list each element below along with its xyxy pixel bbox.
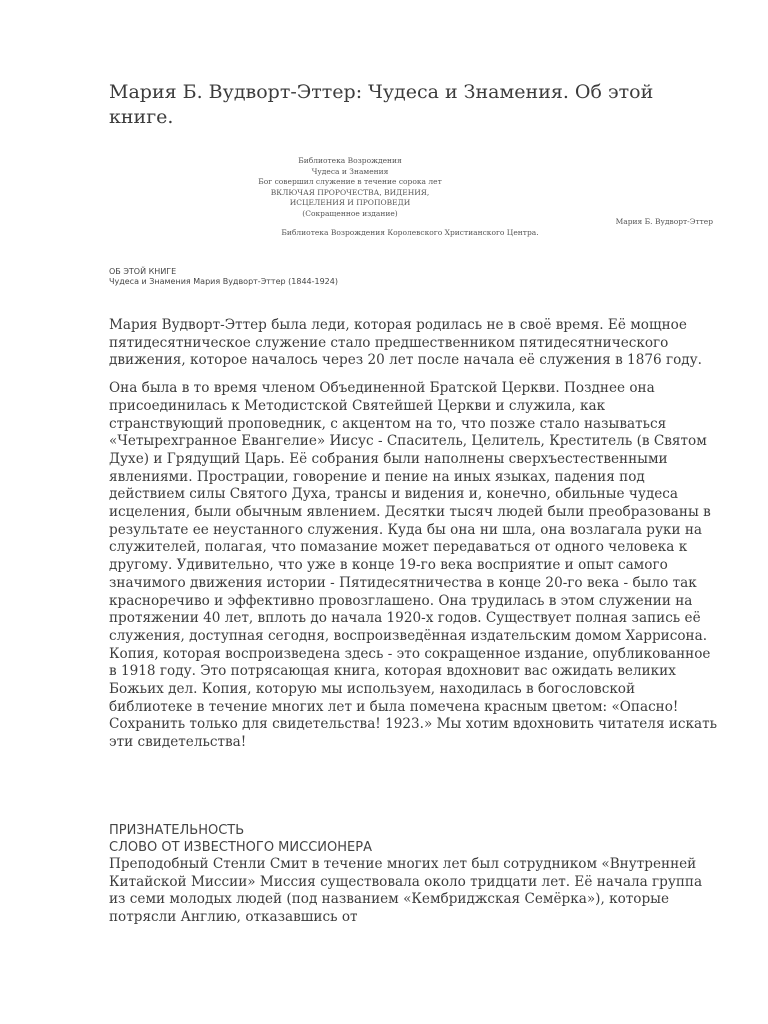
paragraph: Мария Вудворт-Эттер была леди, которая родилась не в своё время. Её мощное пятидесятническое служение стало предшественником пятидесятнического движения, которое началось через 20 лет после начала её служения в 1876 году. bbox=[109, 317, 702, 369]
cover-line: Чудеса и Знамения bbox=[311, 166, 389, 176]
cover-line: ИСЦЕЛЕНИЯ И ПРОПОВЕДИ bbox=[289, 198, 411, 207]
cover-author: Мария Б. Вудворт-Эттер bbox=[615, 217, 713, 226]
acknowledgment-header bbox=[109, 822, 372, 856]
page-title: Мария Б. Вудворт-Эттер: Чудеса и Знамения. Об этой книге. bbox=[109, 81, 654, 128]
about-section-header bbox=[109, 267, 338, 287]
paragraph: Она была в то время членом Объединенной Братской Церкви. Позднее она присоединилась к Методистской Святейшей Церкви и служила, как странствующий проповедник, с акцентом на то, что позже стало называться «Четырехгранное Евангелие» Иисус - Спаситель, Целитель, Креститель (в Святом Духе) и Грядущий Царь. Её собрания были наполнены сверхъестественными явлениями. Прострации, говорение и пение на иных языках, падения под действием силы Святого Духа, трансы и видения и, конечно, обильные чудеса исцеления, были обычным явлением. Десятки тысяч людей были преобразованы в результате ее неустанного служения. Куда бы она ни шла, она возлагала руки на служителей, полагая, что помазание может передаваться от одного человека к другому. Удивительно, что уже в конце 19-го века восприятие и опыт самого значимого движения истории - Пятидесятничества в конце 20-го века - было так красноречиво и эффективно провозглашено. Она трудилась в этом служении на протяжении 40 лет, вплоть до начала 1920-х годов. Существует полная запись её служения, доступная сегодня, воспроизведённая издательским домом Харрисона. Копия, которая воспроизведена здесь - это сокращенное издание, опубликованное в 1918 году. Это потрясающая книга, которая вдохновит вас ожидать великих Божьих дел. Копия, которую мы используем, находилась в богословской библиотеке в течение многих лет и была помечена красным цветом: «Опасно! Сохранить только для свидетельства! 1923.» Мы хотим вдохновить читателя искать эти свидетельства! bbox=[109, 380, 718, 751]
about-subheading: Чудеса и Знамения Мария Вудворт-Эттер (1844-1924) bbox=[109, 277, 338, 286]
acknowledgment-heading: ПРИЗНАТЕЛЬНОСТЬ bbox=[109, 823, 245, 838]
cover-line: Бог совершил служение в течение сорока лет bbox=[258, 177, 442, 186]
acknowledgment-text: Преподобный Стенли Смит в течение многих лет был сотрудником «Внутренней Китайской Миссии» Миссия существовала около тридцати лет. Её начала группа из семи молодых людей (под названием «Кембриджская Семёрка»), которые потрясли Англию, отказавшись от bbox=[109, 856, 703, 926]
cover-block bbox=[150, 156, 550, 219]
cover-line: (Сокращенное издание) bbox=[302, 208, 398, 218]
about-heading: ОБ ЭТОЙ КНИГЕ bbox=[109, 267, 177, 276]
cover-line: ВКЛЮЧАЯ ПРОРОЧЕСТВА, ВИДЕНИЯ, bbox=[270, 187, 430, 197]
cover-library: Библиотека Возрождения Королевского Христианского Центра. bbox=[281, 228, 539, 237]
cover-line: Библиотека Возрождения bbox=[298, 156, 402, 165]
acknowledgment-subheading: СЛОВО ОТ ИЗВЕСТНОГО МИССИОНЕРА bbox=[109, 840, 372, 855]
main-text bbox=[109, 317, 719, 762]
